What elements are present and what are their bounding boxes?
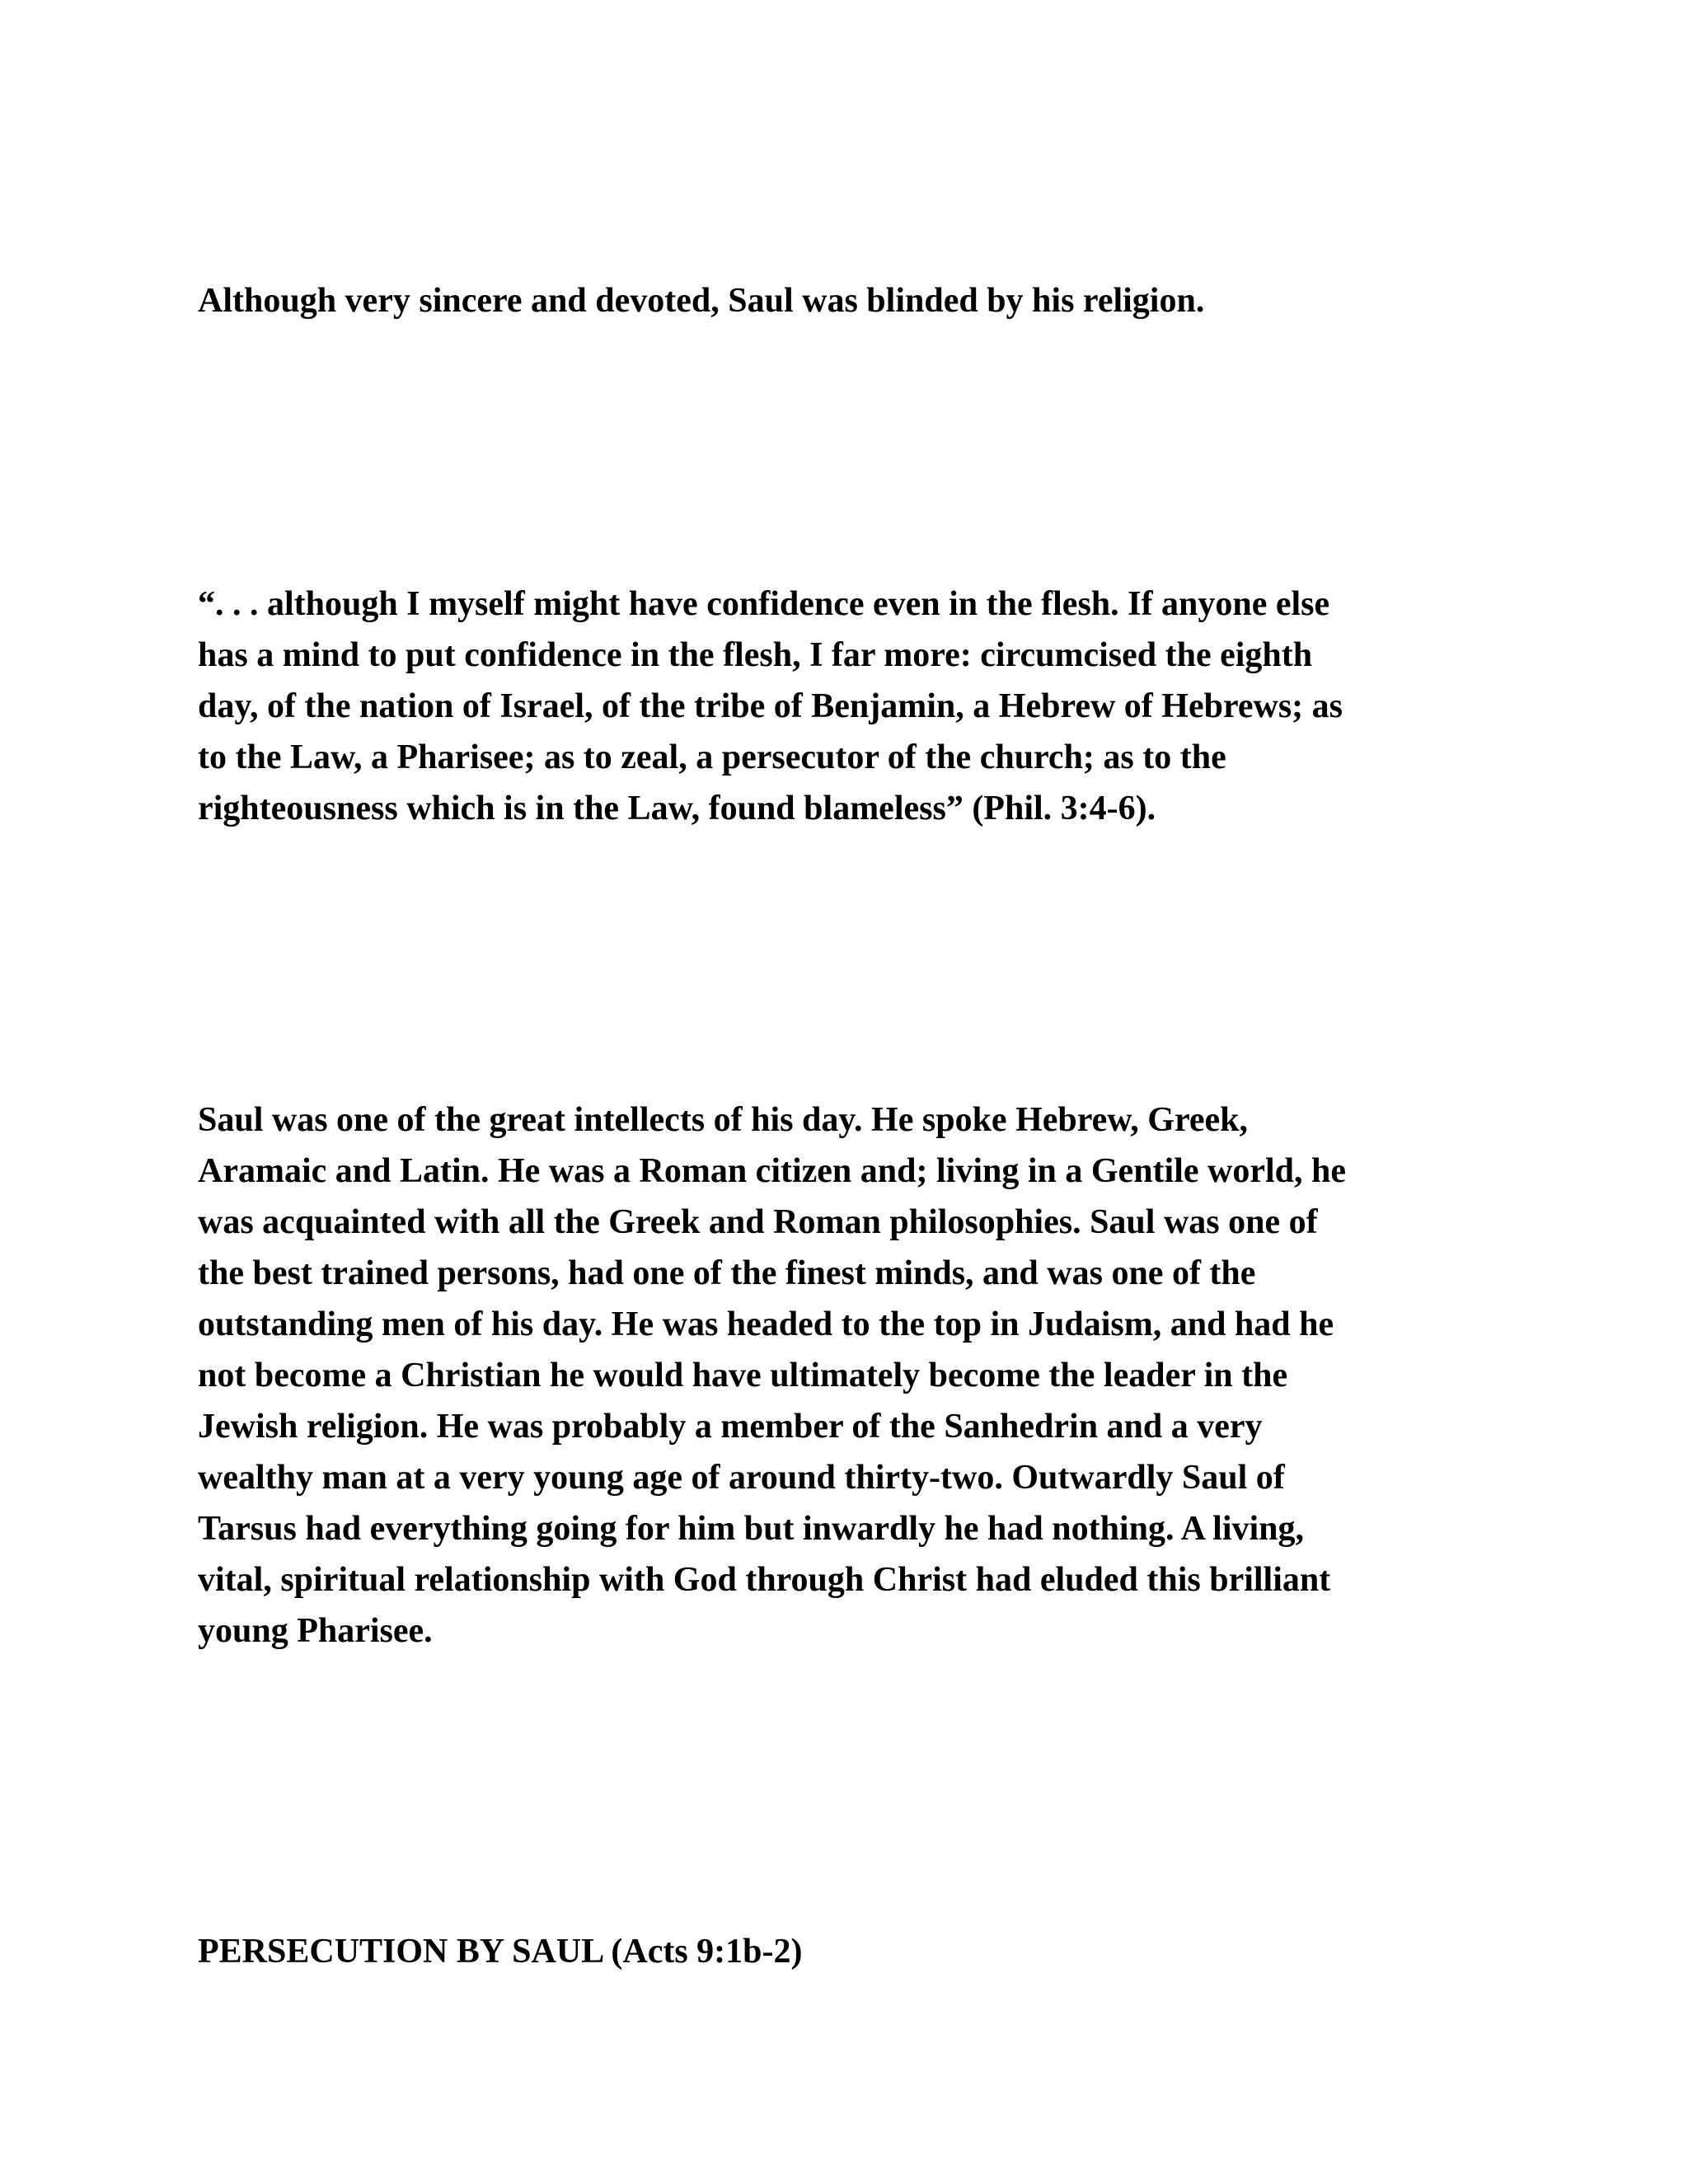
text-line: Saul was one of the great intellects of his day. He spoke Hebrew, Greek, xyxy=(198,1101,1248,1139)
text-line: Jewish religion. He was probably a member of the Sanhedrin and a very xyxy=(198,1408,1263,1446)
text-line: to the Law, a Pharisee; as to zeal, a persecutor of the church; as to the xyxy=(198,738,1226,776)
section-heading xyxy=(198,1926,1517,1977)
text-line: righteousness which is in the Law, found blameless” (Phil. 3:4-6). xyxy=(198,790,1156,827)
text-line: Tarsus had everything going for him but inwardly he had nothing. A living, xyxy=(198,1510,1305,1548)
text-line: not become a Christian he would have ultimately become the leader in the xyxy=(198,1357,1288,1394)
text-line: “. . . although I myself might have confidence even in the flesh. If anyone else xyxy=(198,585,1330,623)
text-line: Aramaic and Latin. He was a Roman citizen and; living in a Gentile world, he xyxy=(198,1152,1347,1190)
text-line: the best trained persons, had one of the finest minds, and was one of the xyxy=(198,1254,1256,1292)
paragraph-intro xyxy=(198,275,1517,326)
text-line: young Pharisee. xyxy=(198,1612,433,1650)
text-line: outstanding men of his day. He was headed to the top in Judaism, and had he xyxy=(198,1305,1334,1343)
text-line: day, of the nation of Israel, of the tribe of Benjamin, a Hebrew of Hebrews; as xyxy=(198,687,1343,725)
text-line: Although very sincere and devoted, Saul was blinded by his religion. xyxy=(198,282,1205,320)
text-line: was acquainted with all the Greek and Roman philosophies. Saul was one of xyxy=(198,1203,1318,1241)
scripture-quote-paragraph xyxy=(198,579,1517,834)
text-line: vital, spiritual relationship with God through Christ had eluded this brilliant xyxy=(198,1561,1331,1599)
text-line: wealthy man at a very young age of around thirty-two. Outwardly Saul of xyxy=(198,1459,1285,1497)
section-heading-text: PERSECUTION BY SAUL (Acts 9:1b-2) xyxy=(198,1933,803,1971)
paragraph-saul-intellect xyxy=(198,1094,1517,1657)
text-line: has a mind to put confidence in the flesh, I far more: circumcised the eighth xyxy=(198,636,1313,674)
